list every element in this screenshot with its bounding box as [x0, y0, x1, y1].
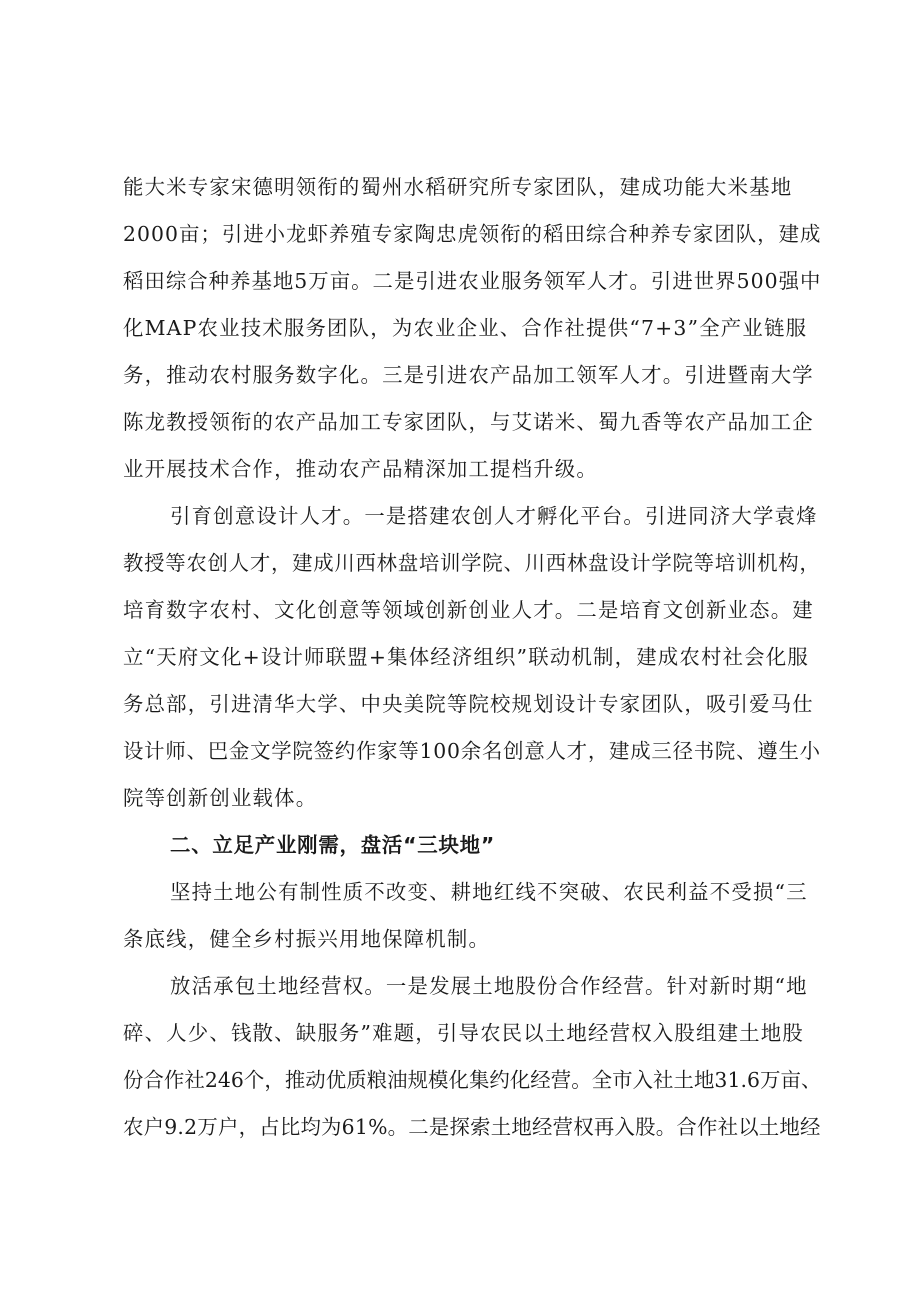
- paragraph-1-line-3: 稻田综合种养基地5万亩。二是引进农业服务领军人才。引进世界500强中: [123, 269, 822, 293]
- section-heading: 二、立足产业刚需，盘活“三块地”: [170, 833, 496, 857]
- paragraph-2-line-5: 务总部，引进清华大学、中央美院等院校规划设计专家团队，吸引爱马仕: [123, 692, 814, 716]
- paragraph-1-line-4: 化MAP农业技术服务团队，为农业企业、合作社提供“7+3”全产业链服: [123, 316, 808, 340]
- paragraph-3-line-1: 坚持土地公有制性质不改变、耕地红线不突破、农民利益不受损“三: [170, 880, 808, 904]
- paragraph-4-line-3: 份合作社246个，推动优质粮油规模化集约化经营。全市入社土地31.6万亩、: [123, 1068, 822, 1092]
- paragraph-2-line-3: 培育数字农村、文化创意等领域创新创业人才。二是培育文创新业态。建: [123, 598, 814, 622]
- paragraph-4-line-2: 碎、人少、钱散、缺服务”难题，引导农民以土地经营权入股组建土地股: [123, 1021, 804, 1045]
- paragraph-1-line-1: 能大米专家宋德明领衔的蜀州水稻研究所专家团队，建成功能大米基地: [123, 175, 793, 199]
- paragraph-2-line-1: 引育创意设计人才。一是搭建农创人才孵化平台。引进同济大学袁烽: [170, 504, 818, 528]
- paragraph-1-line-5: 务，推动农村服务数字化。三是引进农产品加工领军人才。引进暨南大学: [123, 363, 814, 387]
- paragraph-4-line-4: 农户9.2万户，占比均为61%。二是探索土地经营权再入股。合作社以土地经: [123, 1115, 821, 1139]
- paragraph-1-line-2: 2000亩；引进小龙虾养殖专家陶忠虎领衔的稻田综合种养专家团队，建成: [123, 222, 822, 246]
- paragraph-3-line-2: 条底线，健全乡村振兴用地保障机制。: [123, 927, 491, 951]
- paragraph-2-line-7: 院等创新创业载体。: [123, 786, 318, 810]
- paragraph-1-line-7: 业开展技术合作，推动农产品精深加工提档升级。: [123, 457, 598, 481]
- paragraph-2-line-2: 教授等农创人才，建成川西林盘培训学院、川西林盘设计学院等培训机构，: [123, 551, 821, 575]
- paragraph-4-line-1: 放活承包土地经营权。一是发展土地股份合作经营。针对新时期“地: [170, 974, 808, 998]
- paragraph-2-line-4: 立“天府文化+设计师联盟+集体经济组织”联动机制，建成农村社会化服: [123, 645, 809, 669]
- paragraph-1-line-6: 陈龙教授领衔的农产品加工专家团队，与艾诺米、蜀九香等农产品加工企: [123, 410, 814, 434]
- paragraph-2-line-6: 设计师、巴金文学院签约作家等100余名创意人才，建成三径书院、遵生小: [123, 739, 821, 763]
